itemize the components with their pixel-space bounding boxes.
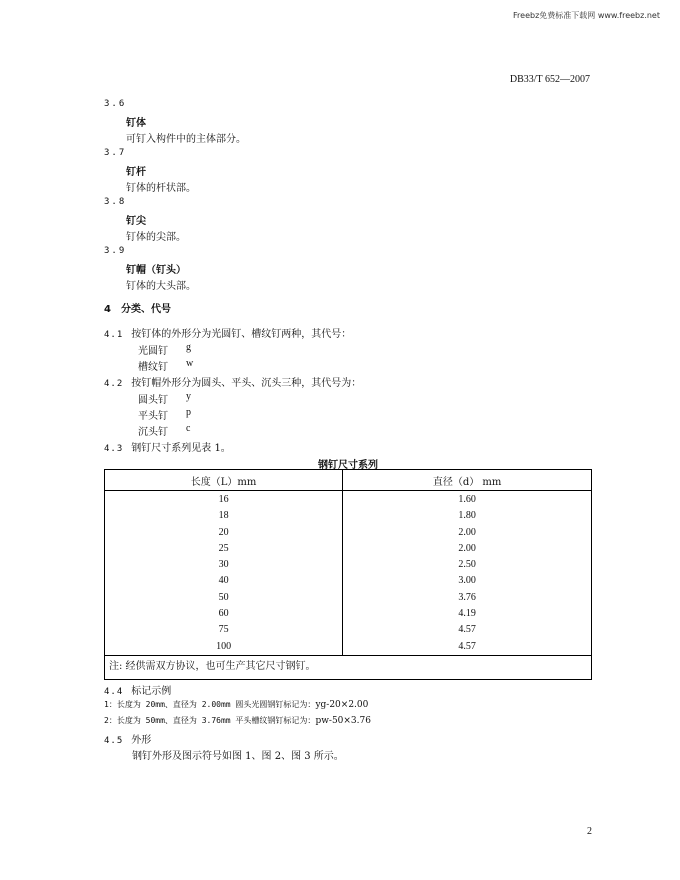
table-row: [105, 525, 592, 541]
paragraph-4-1: [104, 325, 351, 340]
term-definition: 钉体的杆状部。: [126, 183, 196, 194]
page-number: 2: [587, 826, 592, 837]
paragraph-number: 4.1: [104, 330, 124, 340]
term-number: 3.8: [104, 197, 127, 207]
length-cell: 40: [105, 573, 343, 589]
length-cell: 20: [105, 525, 343, 541]
diameter-cell: 2.50: [343, 557, 592, 573]
diameter-cell: 3.00: [343, 573, 592, 589]
length-cell: 50: [105, 590, 343, 606]
table-row: [105, 590, 592, 606]
length-cell: 16: [105, 491, 343, 509]
paragraph-text: 按钉体的外形分为光圆钉、槽纹钉两种，其代号：: [131, 329, 352, 340]
example-mark: pw-50×3.76: [315, 716, 371, 726]
table-title: 钢钉尺寸系列: [318, 460, 378, 471]
table-header-row: [105, 470, 592, 491]
code-name: 沉头钉: [138, 427, 168, 438]
term-number: 3.6: [104, 99, 127, 109]
table-row: [105, 639, 592, 656]
paragraph-text: 按钉帽外形分为圆头、平头、沉头三种，其代号为：: [131, 378, 362, 389]
example-mark: yg-20×2.00: [315, 700, 369, 710]
length-cell: 100: [105, 639, 343, 656]
paragraph-heading: 标记示例: [131, 686, 172, 697]
code-name: 平头钉: [138, 411, 168, 422]
paragraph-4-5: [104, 731, 151, 746]
code-value: c: [186, 423, 191, 434]
column-header-length: 长度（L）mm: [105, 470, 343, 491]
term-number: 3.7: [104, 148, 127, 158]
table-row: [105, 508, 592, 524]
table-row: [105, 491, 592, 509]
paragraph-heading: 外形: [131, 735, 152, 746]
code-name: 圆头钉: [138, 395, 168, 406]
length-cell: 30: [105, 557, 343, 573]
watermark: Freebz免费标准下载网 www.freebz.net: [513, 11, 660, 20]
diameter-cell: 4.19: [343, 606, 592, 622]
term-name: 钉尖: [126, 216, 146, 227]
length-cell: 60: [105, 606, 343, 622]
code-value: w: [186, 358, 194, 369]
table-note-row: [105, 655, 592, 679]
example-text: 1：长度为 20mm、直径为 2.00mm 圆头光圆钢钉标记为：: [104, 700, 316, 709]
term-definition: 钉体的大头部。: [126, 281, 196, 292]
code-value: y: [186, 391, 191, 402]
diameter-cell: 2.00: [343, 525, 592, 541]
diameter-cell: 2.00: [343, 541, 592, 557]
paragraph-number: 4.5: [104, 736, 124, 746]
marking-example-2: [104, 715, 371, 726]
paragraph-4-3: [104, 439, 231, 454]
diameter-cell: 3.76: [343, 590, 592, 606]
code-value: g: [186, 342, 191, 353]
paragraph-number: 4.4: [104, 687, 124, 697]
diameter-cell: 4.57: [343, 622, 592, 638]
diameter-cell: 1.60: [343, 491, 592, 509]
code-name: 槽纹钉: [138, 362, 168, 373]
paragraph-number: 4.2: [104, 379, 124, 389]
length-cell: 25: [105, 541, 343, 557]
term-name: 钉杆: [126, 167, 146, 178]
standard-code: DB33/T 652—2007: [509, 74, 590, 85]
section-heading: 4 分类、代号: [104, 304, 171, 315]
code-value: p: [186, 407, 191, 418]
paragraph-number: 4.3: [104, 444, 124, 454]
table-row: [105, 541, 592, 557]
marking-example-1: [104, 699, 368, 710]
diameter-cell: 4.57: [343, 639, 592, 656]
paragraph-4-4: [104, 682, 171, 697]
example-text: 2：长度为 50mm、直径为 3.76mm 平头槽纹钢钉标记为：: [104, 716, 316, 725]
nail-size-table: [104, 469, 592, 680]
table-row: [105, 622, 592, 638]
term-definition: 钉体的尖部。: [126, 232, 186, 243]
code-name: 光圆钉: [138, 346, 168, 357]
term-name: 钉帽（钉头）: [126, 265, 186, 276]
paragraph-4-2: [104, 374, 361, 389]
table-row: [105, 606, 592, 622]
table-note: 注: 经供需双方协议，也可生产其它尺寸钢钉。: [105, 655, 592, 679]
term-number: 3.9: [104, 246, 127, 256]
paragraph-4-5-text: 钢钉外形及图示符号如图 1、图 2、图 3 所示。: [132, 751, 344, 762]
length-cell: 18: [105, 508, 343, 524]
length-cell: 75: [105, 622, 343, 638]
paragraph-text: 钢钉尺寸系列见表 1。: [131, 443, 231, 454]
term-name: 钉体: [126, 118, 146, 129]
column-header-diameter: 直径（d） mm: [343, 470, 592, 491]
table-row: [105, 557, 592, 573]
diameter-cell: 1.80: [343, 508, 592, 524]
table-row: [105, 573, 592, 589]
term-definition: 可钉入构件中的主体部分。: [126, 134, 246, 145]
